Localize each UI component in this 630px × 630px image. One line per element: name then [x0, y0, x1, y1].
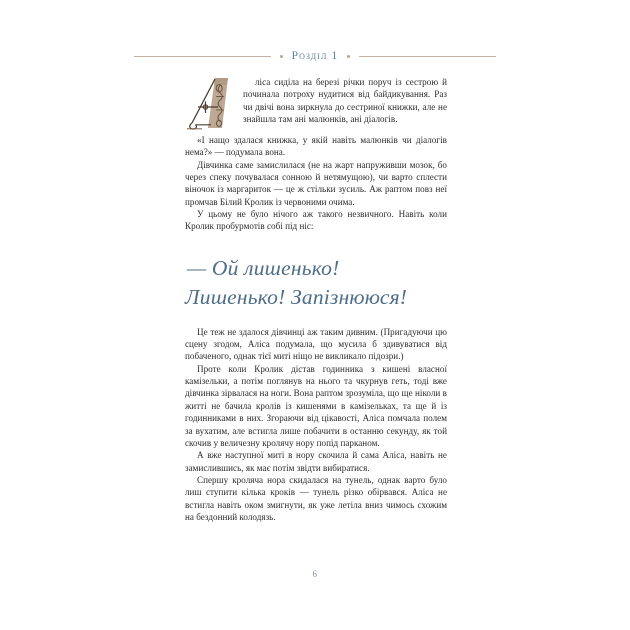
- chapter-title: Розділ 1: [291, 50, 339, 62]
- exclamation-line-1: — Ой лишенько!: [187, 255, 340, 280]
- paragraph-2: «І нащо здалася книжка, у якій навіть малюнків чи діалогів нема?» — подумала вона.: [185, 135, 447, 158]
- running-head: [0, 46, 630, 66]
- page-number: 6: [312, 569, 318, 579]
- paragraph-6: Проте коли Кролик дістав годинника з кишені власної камізельки, а потім поглянув на нього та чкурнув геть, тоді вже дівчинка зірвалася на ноги. Вона раптом зрозуміла, що ще ніколи в житті не бачила кролів із кишенями в камізельках, та ще й із годинниками в них. Згораючи від цікавості, Аліса помчала полем за вухатим, але встигла лише побачити в останню секунду, як той скочив у величезну кролячу нору попід парканом.: [185, 363, 447, 448]
- header-dot-right-icon: [347, 55, 350, 58]
- paragraph-7: А вже наступної миті в нору скочила й сама Аліса, навіть не замислившись, як має потім звідти вибиратися.: [185, 450, 447, 473]
- header-dot-left-icon: [280, 55, 283, 58]
- paragraph-1: ліса сиділа на березі річки поруч із сестрою й починала потроху нудитися від байдикування. Раз чи двічі вона зиркнула до сестриної книжки, але не знайшла там ані малюнків, ані діалогів.: [243, 77, 447, 125]
- paragraph-5: Це теж не здалося дівчинці аж таким дивним. (Пригадуючи цю сцену згодом, Аліса подумала, що мусила б здивуватися від побаченого, однак тієї миті ніщо не викликало підозри.): [185, 326, 447, 362]
- header-rule-left: [134, 56, 271, 57]
- exclamation-block: [185, 255, 447, 310]
- header-rule-right: [359, 56, 496, 57]
- paragraph-3: Дівчинка саме замислилася (не на жарт напруживши мозок, бо через спеку почувалася сонною й нетямущою), чи варто сплести віночок із маргариток — це ж стільки зусиль. Аж раптом повз неї промчав Білий Кролик із червоними очима.: [185, 159, 447, 207]
- paragraph-8: Спершу кроляча нора скидалася на тунель, однак варто було лиш ступити кілька кроків — тунель різко обірвався. Аліса не встигла навіть оком змигнути, як уже летіла вниз чимось схожим на бездонний колодязь.: [185, 474, 447, 522]
- opening-paragraph-block: [185, 76, 447, 134]
- decorative-initial-a-icon: [185, 76, 237, 132]
- paragraph-4: У цьому не було нічого аж такого незвичного. Навіть коли Кролик пробурмотів собі під ніс:: [185, 209, 447, 232]
- exclamation-line-2: Лишенько! Запізнююся!: [185, 284, 408, 309]
- text-column: [185, 76, 447, 523]
